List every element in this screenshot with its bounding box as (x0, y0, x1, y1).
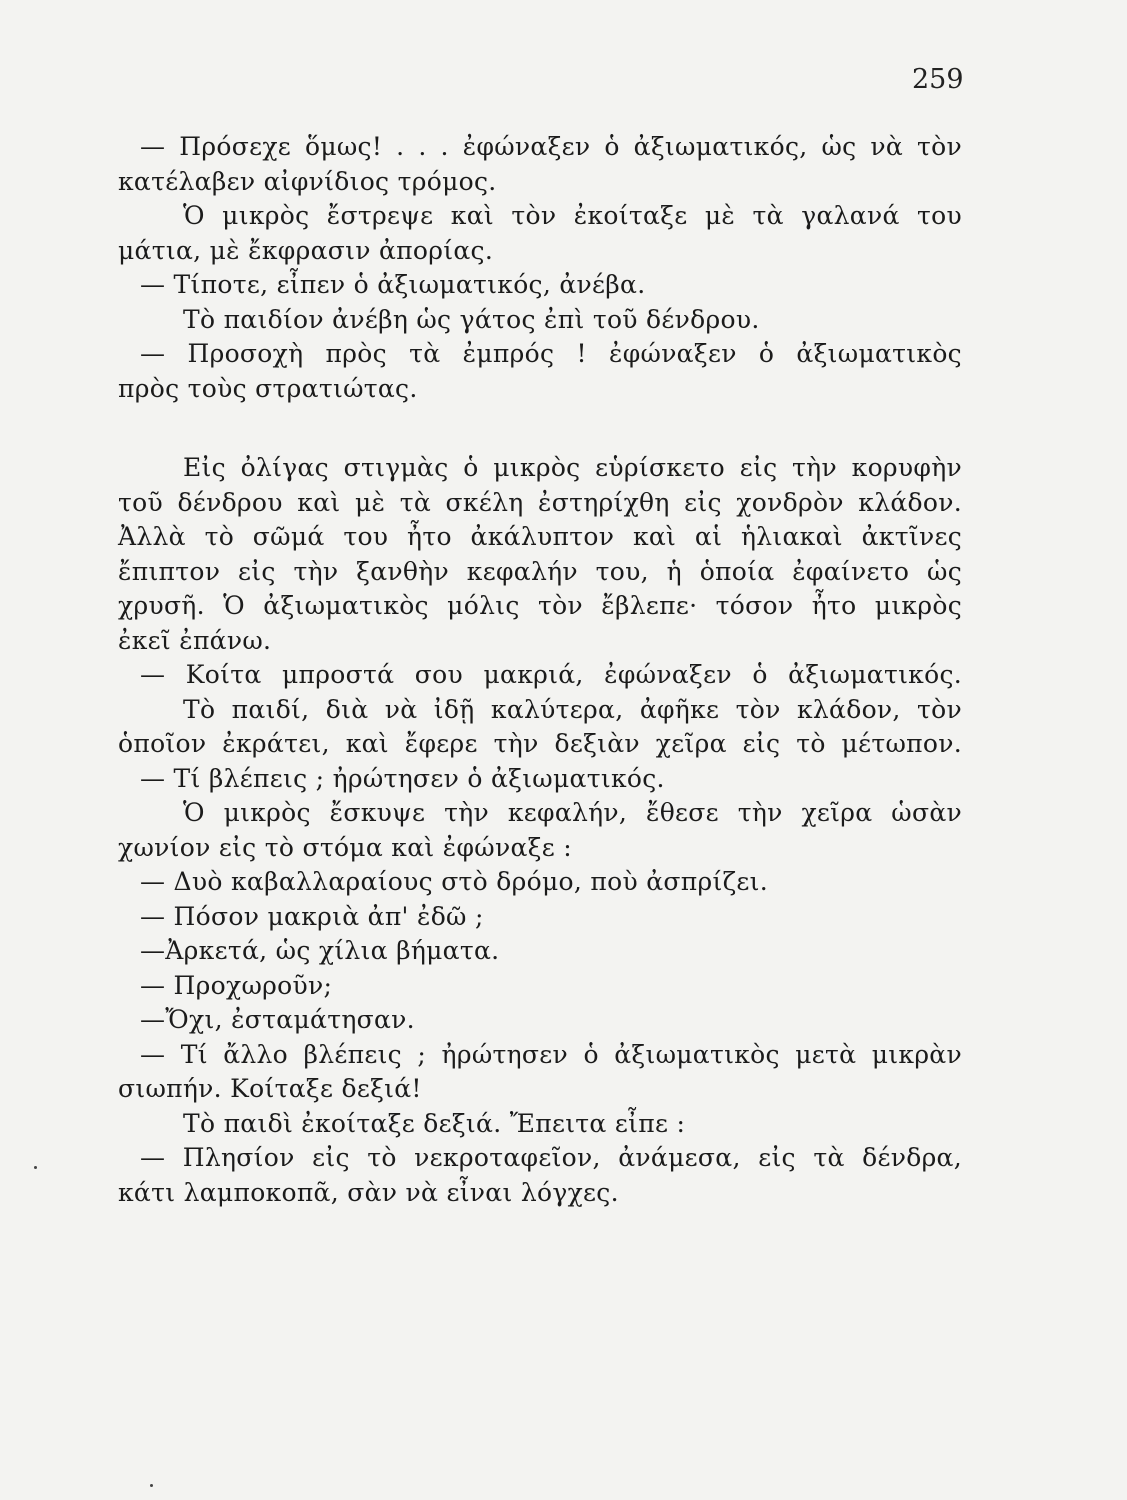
text-line-l10: τοῦ δένδρου καὶ μὲ τὰ σκέλη ἐστηρίχθη εἰς χονδρὸν κλάδον. (118, 487, 962, 517)
text-line-l21: — Δυὸ καβαλλαραίους στὸ δρόμο, ποὺ ἀσπρίζει. (140, 867, 769, 896)
text-line-l28: Τὸ παιδὶ ἐκοίταξε δεξιά. Ἔπειτα εἶπε : (183, 1108, 686, 1138)
text-line-l12: ἔπιπτον εἰς τὴν ξανθὴν κεφαλήν του, ἡ ὁποία ἐφαίνετο ὡς (118, 556, 962, 586)
text-line-l15: — Κοίτα μπροστά σου μακριά, ἐφώναξεν ὁ ἀξιωματικός. (140, 660, 962, 689)
text-line-l03: Ὁ μικρὸς ἔστρεψε καὶ τὸν ἐκοίταξε μὲ τὰ γαλανά του (183, 201, 962, 230)
text-line-l09: Εἰς ὀλίγας στιγμὰς ὁ μικρὸς εὑρίσκετο εἰς τὴν κορυφὴν (183, 453, 962, 482)
paper-speck (34, 1166, 37, 1169)
text-line-l18: — Τί βλέπεις ; ἠρώτησεν ὁ ἀξιωματικός. (140, 763, 665, 793)
body-text (118, 130, 962, 1210)
text-line-l25: —Ὄχι, ἐσταμάτησαν. (140, 1005, 415, 1034)
text-line-l13: χρυσῆ. Ὁ ἀξιωματικὸς μόλις τὸν ἔβλεπε· τόσον ἦτο μικρὸς (118, 591, 962, 620)
text-line-l27: σιωπήν. Κοίταξε δεξιά! (118, 1074, 422, 1103)
text-line-l17: ὁποῖον ἐκράτει, καὶ ἔφερε τὴν δεξιὰν χεῖρα εἰς τὸ μέτωπον. (118, 729, 962, 758)
text-line-l19: Ὁ μικρὸς ἔσκυψε τὴν κεφαλήν, ἔθεσε τὴν χεῖρα ὡσὰν (183, 798, 962, 827)
text-line-l20: χωνίον εἰς τὸ στόμα καὶ ἐφώναξε : (118, 832, 572, 862)
text-line-l26: — Τί ἄλλο βλέπεις ; ἠρώτησεν ὁ ἀξιωματικὸς μετὰ μικρὰν (140, 1039, 962, 1069)
text-line-l08: πρὸς τοὺς στρατιώτας. (118, 373, 418, 403)
text-line-l04: μάτια, μὲ ἔκφρασιν ἀπορίας. (118, 235, 494, 265)
text-line-l07: — Προσοχὴ πρὸς τὰ ἐμπρός ! ἐφώναξεν ὁ ἀξιωματικὸς (140, 339, 962, 368)
text-line-l16: Τὸ παιδί, διὰ νὰ ἰδῇ καλύτερα, ἀφῆκε τὸν κλάδον, τὸν (183, 694, 962, 724)
paper-speck (150, 1484, 153, 1487)
text-line-l11: Ἀλλὰ τὸ σῶμά του ἦτο ἀκάλυπτον καὶ αἱ ἡλιακαὶ ἀκτῖνες (118, 522, 962, 551)
text-line-l30: κάτι λαμποκοπᾶ, σὰν νὰ εἶναι λόγχες. (118, 1177, 619, 1207)
text-line-l02: κατέλαβεν αἰφνίδιος τρόμος. (118, 166, 497, 196)
text-line-l22: — Πόσον μακριὰ ἀπ' ἐδῶ ; (140, 901, 484, 931)
text-line-l06: Τὸ παιδίον ἀνέβη ὡς γάτος ἐπὶ τοῦ δένδρου. (183, 304, 760, 334)
text-line-l01: — Πρόσεχε ὅμως! . . . ἐφώναξεν ὁ ἀξιωματικός, ὡς νὰ τὸν (140, 132, 962, 161)
text-line-l14: ἐκεῖ ἐπάνω. (118, 625, 272, 655)
text-line-l24: — Προχωροῦν; (140, 970, 333, 1000)
text-line-l05: — Τίποτε, εἶπεν ὁ ἀξιωματικός, ἀνέβα. (140, 270, 646, 299)
text-line-l23: —Ἀρκετά, ὡς χίλια βήματα. (140, 936, 500, 965)
page-number: 259 (912, 64, 964, 95)
text-line-l29: — Πλησίον εἰς τὸ νεκροταφεῖον, ἀνάμεσα, εἰς τὰ δένδρα, (140, 1143, 962, 1172)
